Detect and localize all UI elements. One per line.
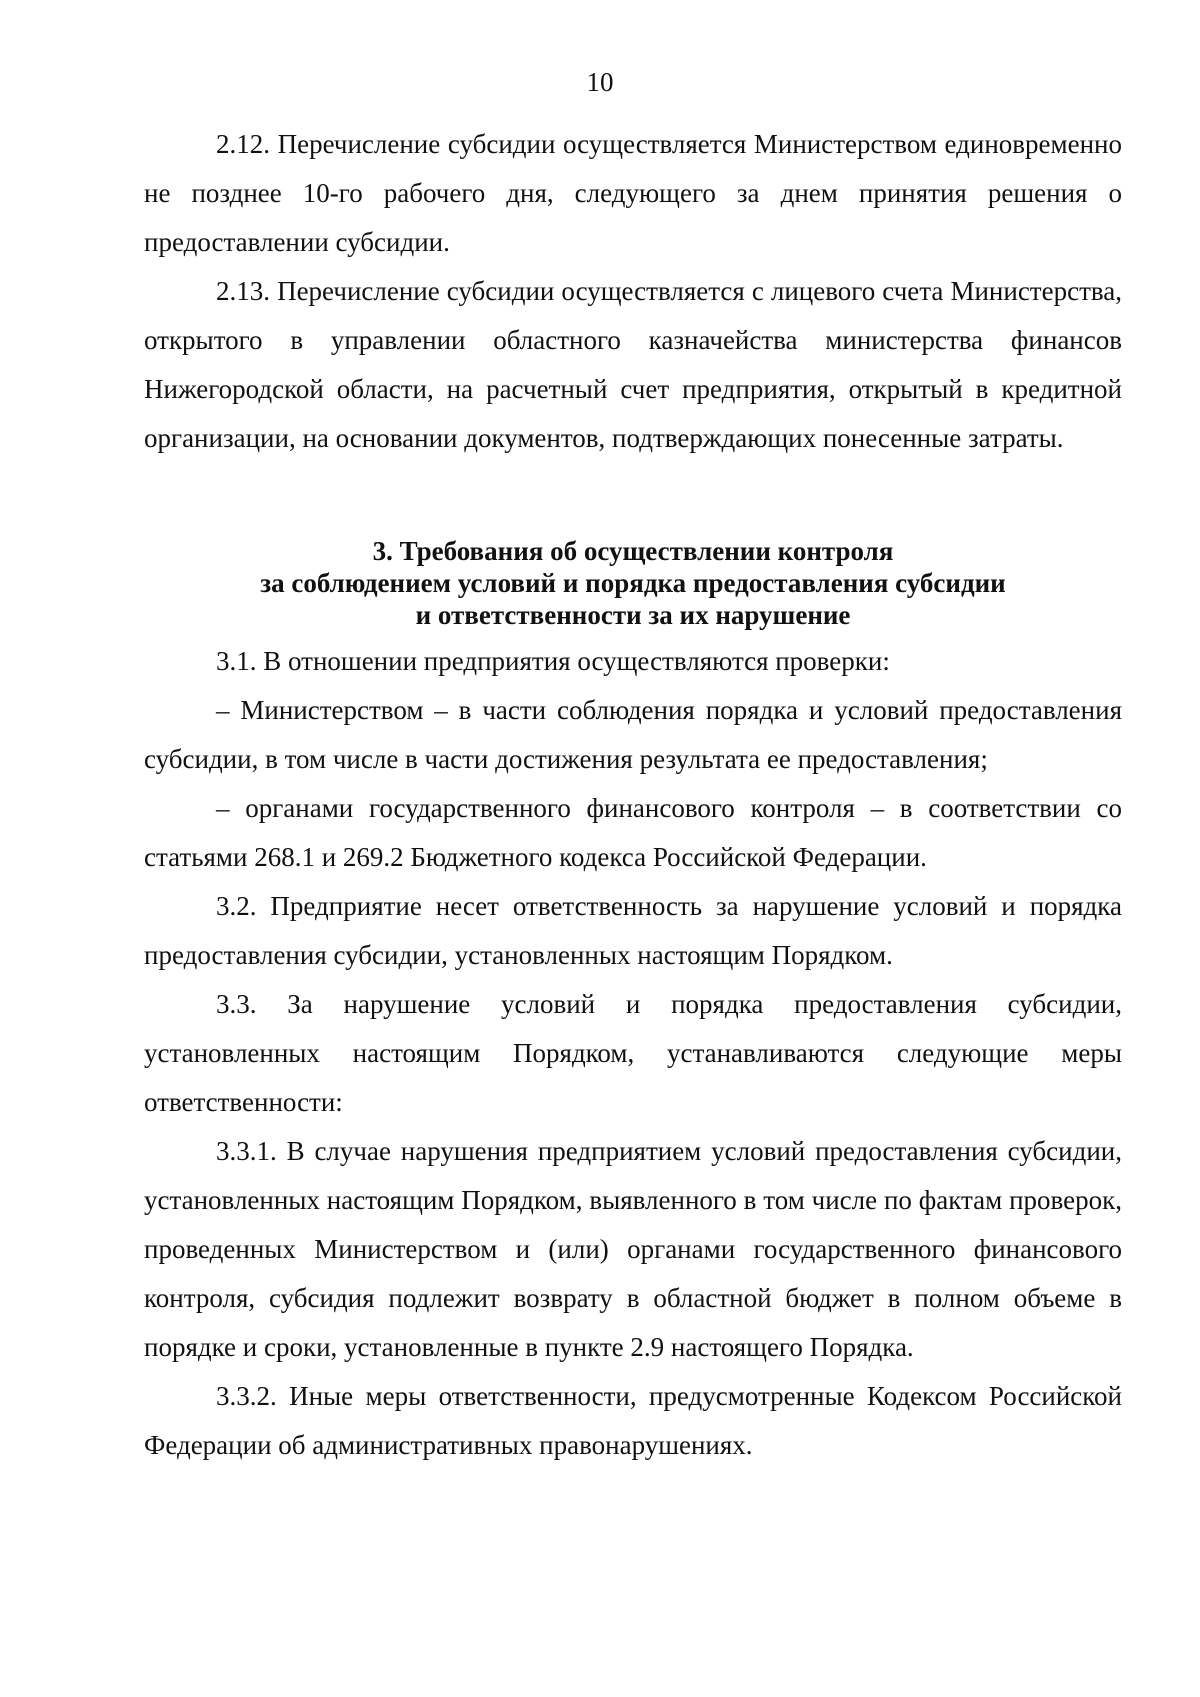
list-item-financial-control: – органами государственного финансового контроля – в соответствии со статьями 268.1 и 269.2 Бюджетного кодекса Российской Федерации. bbox=[144, 793, 1122, 872]
list-item-ministry: – Министерством – в части соблюдения порядка и условий предоставления субсидии, в том числе в части достижения результата ее предоставления; bbox=[144, 695, 1122, 774]
document-body bbox=[144, 120, 1122, 1470]
paragraph-3-3: 3.3. За нарушение условий и порядка предоставления субсидии, установленных настоящим Порядком, устанавливаются следующие меры ответственности: bbox=[144, 989, 1122, 1117]
paragraph-3-3-2: 3.3.2. Иные меры ответственности, предусмотренные Кодексом Российской Федерации об административных правонарушениях. bbox=[144, 1381, 1122, 1460]
paragraph-3-1: 3.1. В отношении предприятия осуществляются проверки: bbox=[216, 646, 890, 676]
page-number: 10 bbox=[586, 67, 614, 97]
paragraph-2-13: 2.13. Перечисление субсидии осуществляется с лицевого счета Министерства, открытого в управлении областного казначейства министерства финансов Нижегородской области, на расчетный счет предприятия, открытый в кредитной организации, на основании документов, подтверждающих понесенные затраты. bbox=[144, 276, 1122, 453]
section-heading-line: за соблюдением условий и порядка предоставления субсидии bbox=[260, 568, 1006, 598]
paragraph-2-12: 2.12. Перечисление субсидии осуществляется Министерством единовременно не позднее 10-го рабочего дня, следующего за днем принятия решения о предоставлении субсидии. bbox=[144, 129, 1122, 257]
section-heading-line: и ответственности за их нарушение bbox=[415, 600, 851, 630]
section-heading-line: 3. Требования об осуществлении контроля bbox=[372, 536, 894, 566]
section-3-heading bbox=[144, 535, 1122, 637]
paragraph-3-2: 3.2. Предприятие несет ответственность за нарушение условий и порядка предоставления субсидии, установленных настоящим Порядком. bbox=[144, 891, 1122, 970]
paragraph-3-3-1: 3.3.1. В случае нарушения предприятием условий предоставления субсидии, установленных настоящим Порядком, выявленного в том числе по фактам проверок, проведенных Министерством и (или) органами государственного финансового контроля, субсидия подлежит возврату в областной бюджет в полном объеме в порядке и сроки, установленные в пункте 2.9 настоящего Порядка. bbox=[144, 1136, 1122, 1362]
